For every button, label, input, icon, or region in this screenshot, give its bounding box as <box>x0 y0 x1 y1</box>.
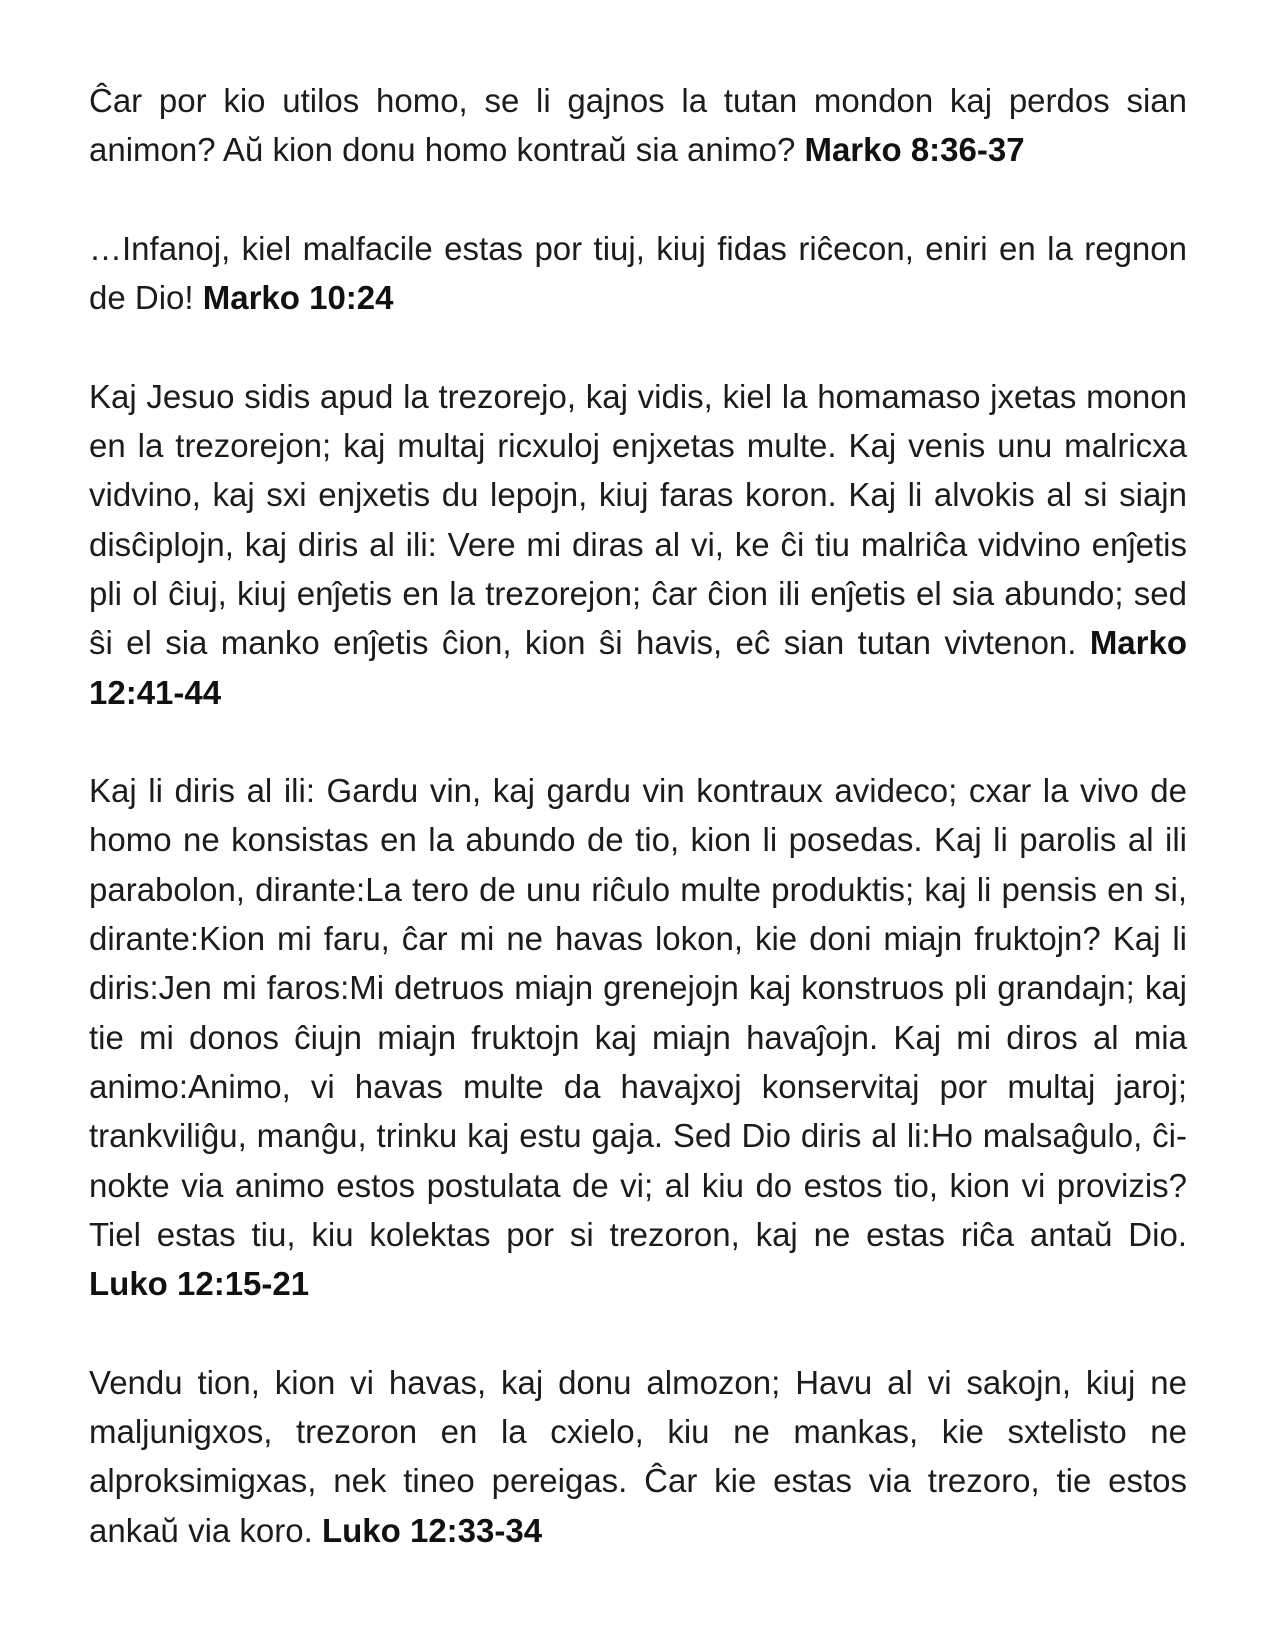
passage-text: Ĉar por kio utilos homo, se li gajnos la tutan mondon kaj perdos sian animon? Aŭ kion donu homo kontraŭ sia animo? <box>89 82 1187 169</box>
passage-reference: Marko 12:41-44 <box>89 624 1188 711</box>
passage-text: Kaj li diris al ili: Gardu vin, kaj gardu vin kontraux avideco; cxar la vivo de homo ne konsistas en la abundo de tio, kion li posedas. Kaj li parolis al ili parabolon, dirante:La tero de unu riĉulo multe produktis; kaj li pensis en si, dirante:Kion mi faru, ĉar mi ne havas lokon, kie doni miajn fruktojn? Kaj li diris:Jen mi faros:Mi detruos miajn grenejojn kaj konstruos pli grandajn; kaj tie mi donos ĉiujn miajn fruktojn kaj miajn havaĵojn. Kaj mi diros al mia animo:Animo, vi havas multe da havajxoj konservitaj por multaj jaroj; trankviliĝu, manĝu, trinku kaj estu gaja. Sed Dio diris al li:Ho malsaĝulo, ĉi-nokte via animo estos postulata de vi; al kiu do estos tio, kion vi provizis? Tiel estas tiu, kiu kolektas por si trezoron, kaj ne estas riĉa antaŭ Dio. <box>89 772 1187 1253</box>
passage <box>89 372 1187 717</box>
passage <box>89 766 1187 1308</box>
passage <box>89 224 1187 323</box>
passage-text: …Infanoj, kiel malfacile estas por tiuj, kiuj fidas riĉecon, eniri en la regnon de Dio! <box>89 229 1187 317</box>
passage-reference: Marko 8:36-37 <box>804 131 1025 169</box>
passage <box>89 76 1187 175</box>
passage-reference: Marko 10:24 <box>202 279 394 317</box>
passage-text: Kaj Jesuo sidis apud la trezorejo, kaj vidis, kiel la homamaso jxetas monon en la trezorejon; kaj multaj ricxuloj enjxetas multe. Kaj venis unu malricxa vidvino, kaj sxi enjxetis du lepojn, kiuj faras koron. Kaj li alvokis al si siajn disĉiplojn, kaj diris al ili: Vere mi diras al vi, ke ĉi tiu malriĉa vidvino enĵetis pli ol ĉiuj, kiuj enĵetis en la trezorejon; ĉar ĉion ili enĵetis el sia abundo; sed ŝi el sia manko enĵetis ĉion, kion ŝi havis, eĉ sian tutan vivtenon. <box>89 377 1187 662</box>
document-page <box>89 76 1187 1604</box>
passage-reference: Luko 12:15-21 <box>89 1265 310 1303</box>
passage <box>89 1358 1187 1555</box>
passage-reference: Luko 12:33-34 <box>321 1511 543 1549</box>
passage-text: Vendu tion, kion vi havas, kaj donu almozon; Havu al vi sakojn, kiuj ne maljunigxos, trezoron en la cxielo, kiu ne mankas, kie sxtelisto ne alproksimigxas, nek tineo pereigas. Ĉar kie estas via trezoro, tie estos ankaŭ via koro. <box>89 1363 1187 1549</box>
